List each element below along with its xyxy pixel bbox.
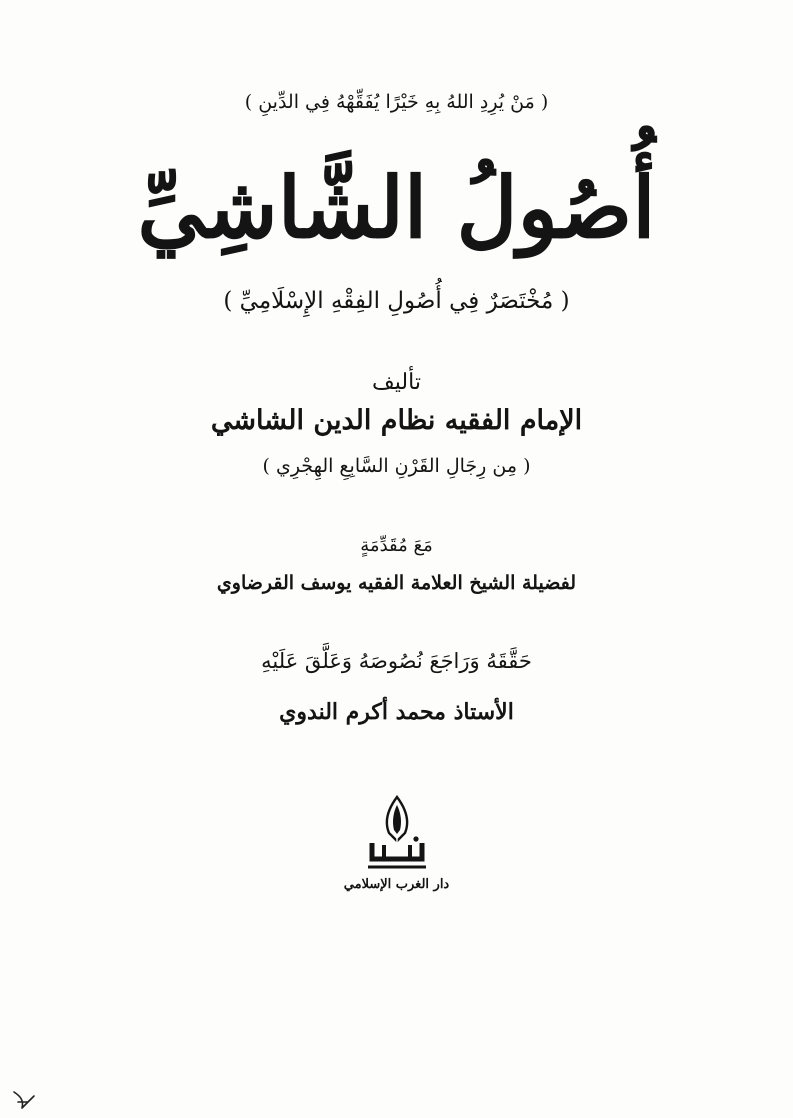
publisher-logo-icon — [366, 795, 428, 875]
introduction-label: مَعَ مُقَدِّمَةٍ — [360, 535, 433, 556]
hadith-epigraph: ( مَنْ يُرِدِ اللهُ بِهِ خَيْرًا يُفَقِّهْهُ فِي الدِّينِ ) — [244, 91, 549, 113]
handwritten-mark-icon — [10, 1088, 38, 1112]
introduction-author: لفضيلة الشيخ العلامة الفقيه يوسف القرضاوي — [216, 572, 577, 594]
editor-label: حَقَّقَهُ وَرَاجَعَ نُصُوصَهُ وَعَلَّقَ عَلَيْهِ — [261, 649, 532, 673]
editor-name: الأستاذ محمد أكرم الندوي — [279, 699, 514, 725]
book-title: أُصُولُ الشَّاشِيِّ — [137, 158, 656, 257]
authorship-label: تأليف — [372, 370, 421, 395]
author-name: الإمام الفقيه نظام الدين الشاشي — [210, 405, 583, 436]
book-subtitle: ( مُخْتَصَرٌ فِي أُصُولِ الفِقْهِ الإِسْلَامِيِّ ) — [223, 288, 570, 314]
author-era: ( مِن رِجَالِ القَرْنِ السَّابِعِ الهِجْرِي ) — [262, 455, 531, 477]
publisher-name: دار الغرب الإسلامي — [343, 877, 450, 892]
